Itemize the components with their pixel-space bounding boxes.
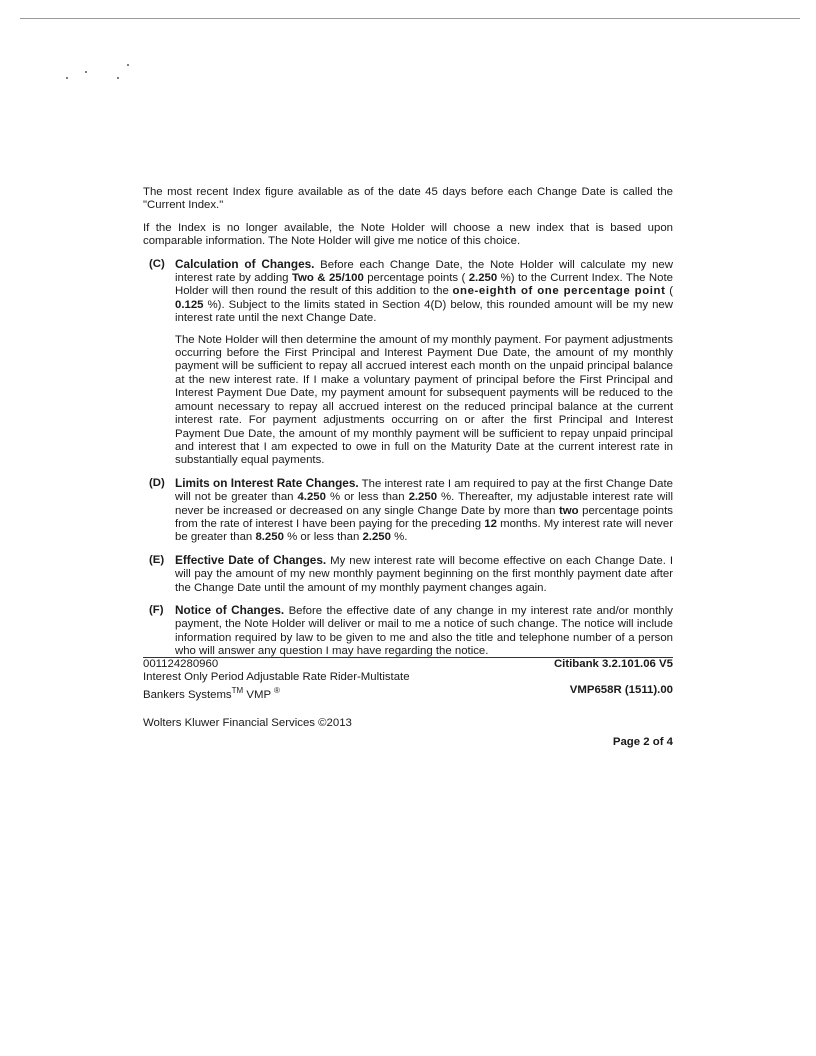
lifetime-min-rate: 2.250 <box>362 531 391 544</box>
first-change-min-rate: 2.250 <box>408 491 438 504</box>
section-label: (C) <box>149 257 165 270</box>
section-c-paragraph-1: Calculation of Changes. Before each Change Date, the Note Holder will calculate my new interest rate by adding Two & 25/100 percentage points ( 2.250 %) to the Current Index. The Note Holder will then round the result of this addition to the one-eighth of one percentage point ( 0.125 %). Subject to the limits stated in Section 4(D) below, this rounded amount will be my new interest rate until the next Change Date. <box>175 256 673 325</box>
scan-speck <box>66 77 68 79</box>
section-f-paragraph: Notice of Changes. Before the effective date of any change in my interest rate and/or monthly payment, the Note Holder will deliver or mail to me a notice of such change. The notice will include information required by law to be given to me and also the title and telephone number of a person who will answer any question I may have regarding the notice. <box>175 602 673 658</box>
intro-paragraph-1: The most recent Index figure available as of the date 45 days before each Change Date is called the "Current Index." <box>143 186 673 212</box>
preceding-months: 12 <box>484 517 497 530</box>
section-c <box>143 258 673 468</box>
rounding-percent: 0.125 <box>175 298 204 311</box>
footer-row-4 <box>143 717 673 730</box>
citibank-version: Citibank 3.2.101.06 V5 <box>553 657 673 670</box>
section-c-paragraph-2: The Note Holder will then determine the amount of my monthly payment. For payment adjustments occurring before the First Principal and Interest Payment Due Date, the amount of my monthly payment will be sufficient to repay all accrued interest each month on the unpaid principal balance at the new interest rate. If I make a voluntary payment of principal before the First Principal and Interest Payment Due Date, my payment amount for subsequent payments will be reduced to the amount necessary to repay all accrued interest on the reduced principal balance at the current interest rate. For payment adjustments occurring on or after the first Principal and Interest Payment Due Date, the amount of my monthly payment will be sufficient to repay unpaid principal and interest that I am expected to owe in full on the Maturity Date at the current interest rate in substantially equal payments. <box>175 333 673 467</box>
scan-speck <box>127 64 129 66</box>
footer-row-2 <box>143 671 673 684</box>
margin-words: Two & 25/100 <box>291 272 364 285</box>
page-number: Page 2 of 4 <box>612 736 673 749</box>
section-heading: Limits on Interest Rate Changes. <box>175 475 359 490</box>
section-heading: Calculation of Changes. <box>175 256 315 271</box>
intro-paragraph-2: If the Index is no longer available, the Note Holder will choose a new index that is based upon comparable information. The Note Holder will give me notice of this choice. <box>143 221 673 248</box>
bankers-systems: Bankers Systems™ VMP ® <box>143 686 280 702</box>
lifetime-max-rate: 8.250 <box>255 531 284 544</box>
rounding-words: one-eighth of one percentage point <box>452 285 666 298</box>
loan-number: 001124280960 <box>143 657 219 670</box>
section-d <box>143 477 673 545</box>
form-code: VMP658R (1511).00 <box>569 684 673 697</box>
margin-percent: 2.250 <box>468 272 498 285</box>
periodic-cap: two <box>559 504 579 517</box>
document-body <box>143 186 673 749</box>
section-e <box>143 554 673 595</box>
section-d-paragraph: Limits on Interest Rate Changes. The interest rate I am required to pay at the first Change Date will not be greater than 4.250 % or less than 2.250 %. Thereafter, my adjustable interest rate will never be increased or decreased on any single Change Date by more than two percentage points from the rate of interest I have been paying for the preceding 12 months. My interest rate will never be greater than 8.250 % or less than 2.250 %. <box>175 475 674 544</box>
scan-speck <box>117 77 119 79</box>
scan-speck <box>85 71 87 73</box>
wolters-kluwer: Wolters Kluwer Financial Services ©2013 <box>143 716 352 729</box>
section-heading: Notice of Changes. <box>175 602 285 617</box>
section-heading: Effective Date of Changes. <box>175 552 327 567</box>
form-title: Interest Only Period Adjustable Rate Rider-Multistate <box>143 671 410 683</box>
section-e-paragraph: Effective Date of Changes. My new interest rate will become effective on each Change Date. I will pay the amount of my new monthly payment beginning on the first monthly payment date after the Change Date until the amount of my monthly payment changes again. <box>175 552 673 594</box>
first-change-max-rate: 4.250 <box>297 491 326 504</box>
section-label: (D) <box>149 476 165 489</box>
footer-row-3 <box>143 684 673 702</box>
section-f <box>143 604 673 659</box>
top-border-line <box>20 18 800 19</box>
section-label: (F) <box>149 603 164 616</box>
footer-row-5 <box>143 736 673 749</box>
footer-row-1 <box>143 658 673 671</box>
section-label: (E) <box>149 553 165 566</box>
